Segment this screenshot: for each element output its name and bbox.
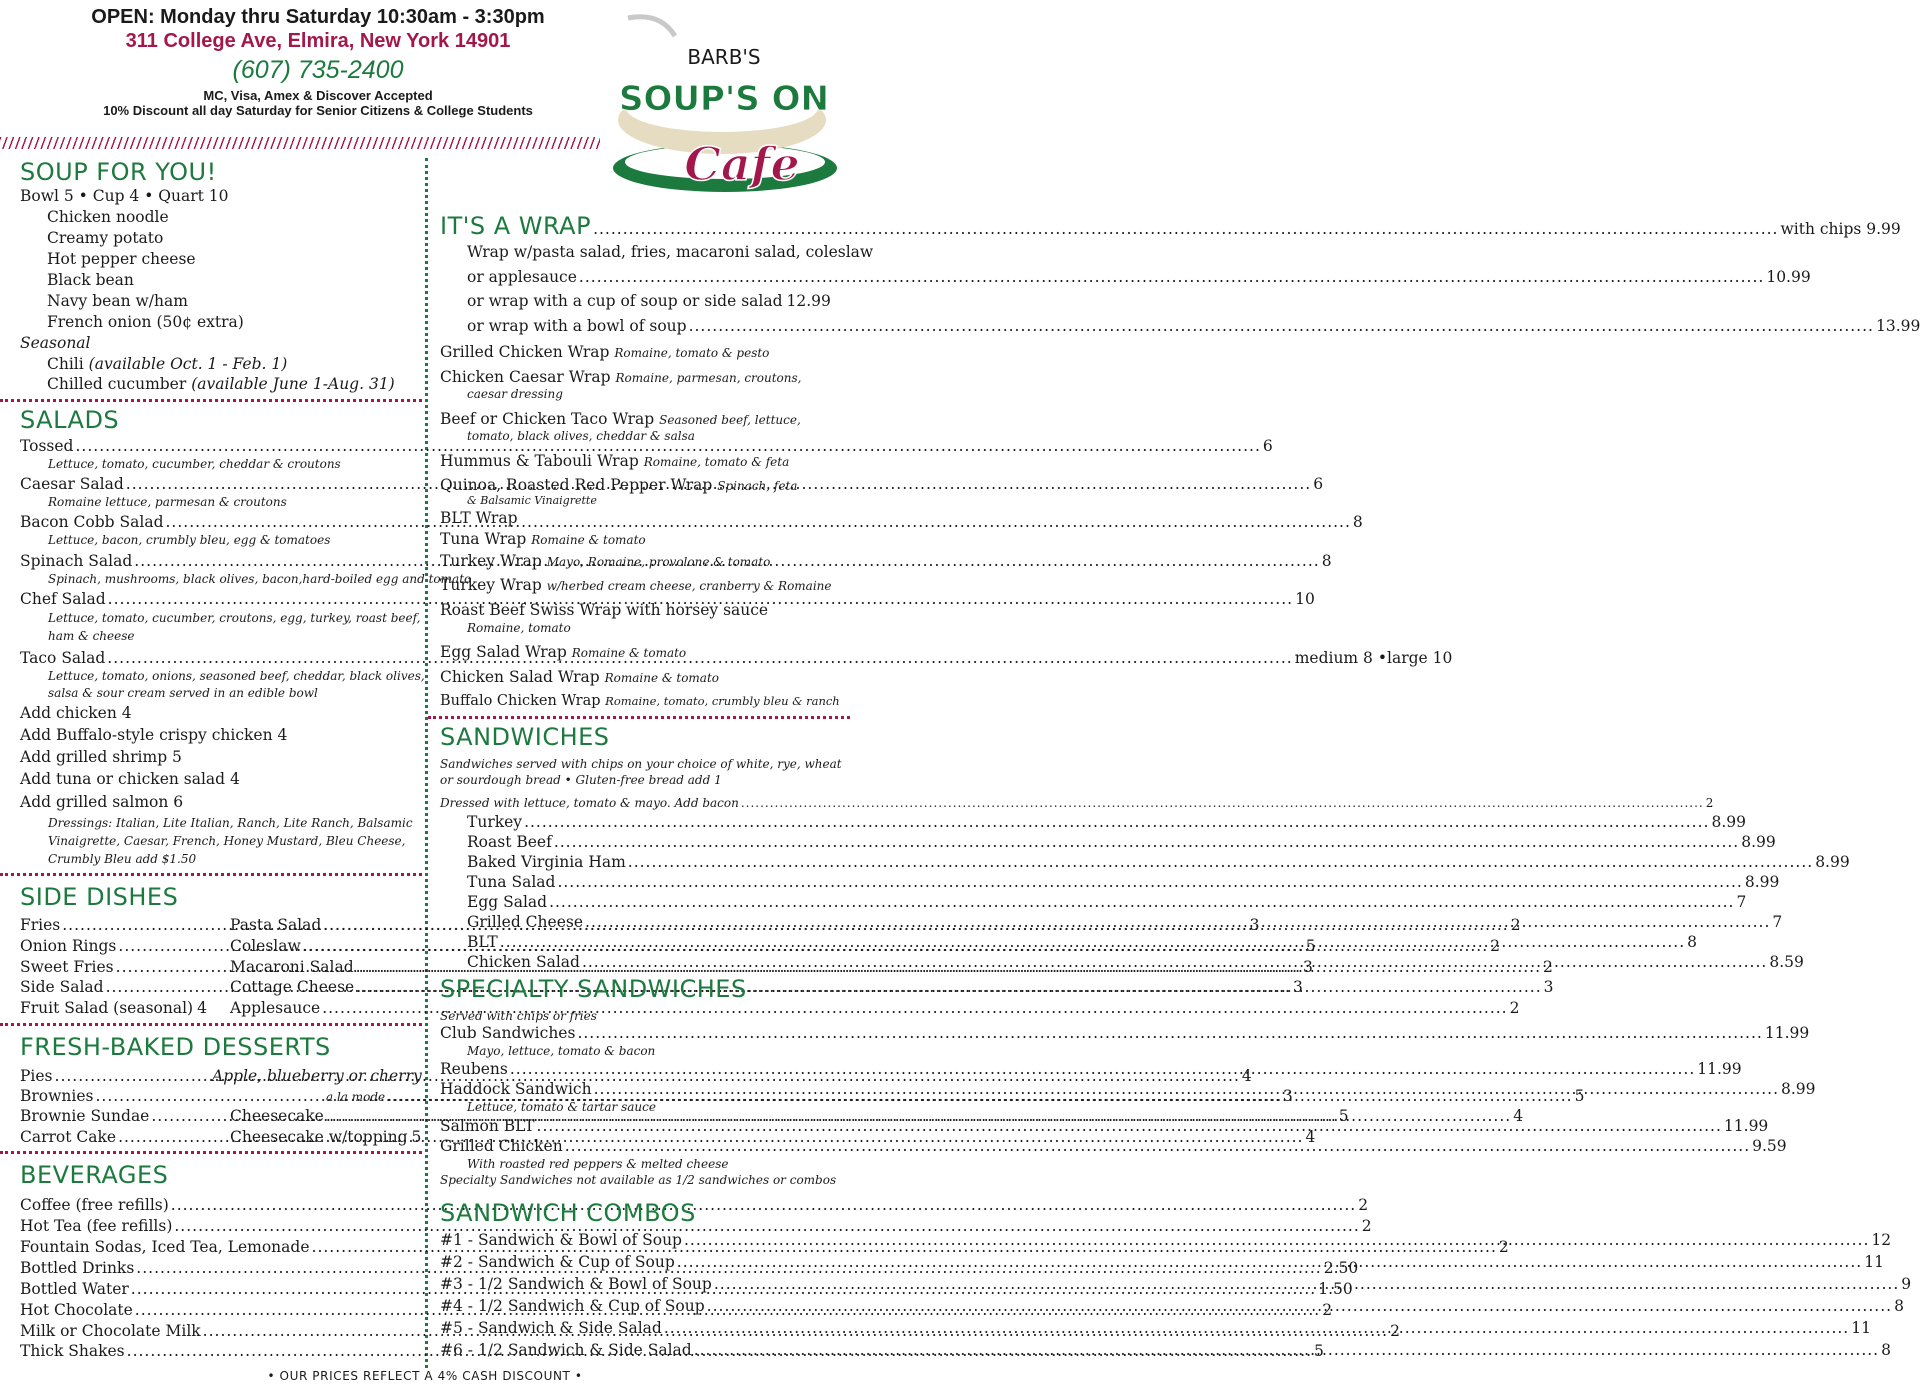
menu-row: Hot Chocolate ..... 2 — [20, 1301, 414, 1320]
menu-row: Brownies ..... 3 — [20, 1087, 206, 1106]
item-description: Spinach, mushrooms, black olives, bacon,hard-boiled egg and tomato — [48, 572, 472, 586]
sandwiches-title: SANDWICHES — [440, 723, 610, 751]
dressings-note: Crumbly Bleu add $1.50 — [48, 852, 197, 866]
salad-addon: Add grilled shrimp 5 — [20, 748, 182, 766]
menu-row: Coleslaw ..... 2 — [230, 937, 414, 956]
sides-title: SIDE DISHES — [20, 883, 179, 911]
item-description: salsa & sour cream served in an edible bowl — [48, 686, 318, 700]
section-divider — [0, 873, 422, 876]
menu-row: Macaroni Salad ..... 2 — [230, 958, 414, 977]
item-description: Lettuce, tomato & tartar sauce — [467, 1100, 656, 1114]
menu-row: Cheesecake w/topping 5 — [230, 1128, 422, 1146]
menu-row: #2 - Sandwich & Cup of Soup ..... 11 — [440, 1253, 830, 1272]
seasonal-label: Seasonal — [20, 334, 91, 352]
discount-info: 10% Discount all day Saturday for Senior Citizens & College Students — [103, 103, 533, 118]
menu-row: Baked Virginia Ham ..... 8.99 — [467, 853, 830, 872]
menu-row: Tuna Salad ..... 8.99 — [467, 873, 830, 892]
item-description: Lettuce, tomato, onions, seasoned beef, cheddar, black olives, — [48, 669, 425, 683]
hours: OPEN: Monday thru Saturday 10:30am - 3:30pm — [91, 6, 545, 28]
phone: (607) 735-2400 — [232, 56, 404, 84]
menu-row: #3 - 1/2 Sandwich & Bowl of Soup ..... 9 — [440, 1275, 830, 1294]
section-divider — [0, 1151, 422, 1154]
item-description: Lettuce, bacon, crumbly bleu, egg & tomatoes — [48, 533, 331, 547]
cafe-logo — [600, 10, 840, 198]
wrap-item: Chicken Salad Wrap Romaine & tomato — [440, 668, 720, 686]
menu-row: Fountain Sodas, Iced Tea, Lemonade ..... 2 — [20, 1238, 414, 1257]
menu-row: Chicken Salad ..... 8.59 — [467, 953, 830, 972]
dressings-note: Vinaigrette, Caesar, French, Honey Mustard, Bleu Cheese, — [48, 834, 406, 848]
menu-row: Cottage Cheese ..... 3 — [230, 978, 414, 997]
menu-row: Grilled Chicken ..... 9.59 — [440, 1137, 830, 1156]
item-description: ham & cheese — [48, 629, 135, 643]
combos-title: SANDWICH COMBOS — [440, 1199, 696, 1227]
soup-item-french-onion: French onion (50¢ extra) — [47, 313, 244, 331]
menu-row: Reubens ..... 11.99 — [440, 1060, 830, 1079]
menu-row: Onion Rings ..... 5 — [20, 937, 204, 956]
column-divider — [425, 158, 428, 1368]
header-divider — [0, 137, 600, 149]
soup-title: SOUP FOR YOU! — [20, 158, 217, 186]
soup-item: Chicken noodle — [47, 208, 169, 226]
menu-row: Pasta Salad ..... 2 — [230, 916, 414, 935]
address: 311 College Ave, Elmira, New York 14901 — [125, 30, 511, 52]
item-description: & Balsamic Vinaigrette — [467, 494, 597, 507]
wrap-item: Beef or Chicken Taco Wrap Seasoned beef, lettuce, — [440, 410, 801, 428]
salad-addon: Add chicken 4 — [20, 704, 132, 722]
soup-item: Navy bean w/ham — [47, 292, 188, 310]
menu-row: Bottled Drinks ..... 2.50 — [20, 1259, 414, 1278]
soup-item: Black bean — [47, 271, 134, 289]
soup-item: Hot pepper cheese — [47, 250, 196, 268]
item-description: Lettuce, tomato, cucumber, croutons, egg, turkey, roast beef, — [48, 611, 421, 625]
soup-sizes: Bowl 5 • Cup 4 • Quart 10 — [20, 187, 229, 205]
menu-row: Fruit Salad (seasonal) 4 — [20, 999, 207, 1017]
cash-discount-footer: • OUR PRICES REFLECT A 4% CASH DISCOUNT • — [267, 1369, 583, 1383]
menu-row: Sweet Fries ..... 3 — [20, 958, 204, 977]
menu-row: Tossed ..... 6 — [20, 437, 414, 456]
menu-row: Taco Salad ..... medium 8 •large 10 — [20, 649, 414, 668]
menu-row: Chef Salad ..... 10 — [20, 590, 414, 609]
menu-row: Hot Tea (fee refills) ..... 2 — [20, 1217, 414, 1236]
menu-row: Turkey ..... 8.99 — [467, 813, 830, 832]
logo-swoosh — [628, 17, 675, 36]
wrap-item: Tuna Wrap Romaine & tomato — [440, 530, 646, 548]
item-description: caesar dressing — [467, 387, 563, 401]
wrap-item: Hummus & Tabouli Wrap Romaine, tomato & feta — [440, 452, 790, 470]
wrap-item: Quinoa, Roasted Red Pepper Wrap Spinach, feta — [440, 476, 798, 494]
menu-row: Fries ..... 3 — [20, 916, 204, 935]
menu-row: or wrap with a bowl of soup ..... 13.99 — [467, 317, 830, 336]
payment-info: MC, Visa, Amex & Discover Accepted — [203, 88, 433, 103]
menu-row: or wrap with a cup of soup or side salad 12.99 — [467, 292, 831, 310]
menu-row: Roast Beef ..... 8.99 — [467, 833, 830, 852]
salad-addon: Add Buffalo-style crispy chicken 4 — [20, 726, 288, 744]
salad-addon: Add grilled salmon 6 — [20, 793, 184, 811]
menu-row: Side Salad ..... 3 — [20, 978, 204, 997]
specialty-title: SPECIALTY SANDWICHES — [440, 975, 747, 1003]
menu-row: Cheesecake ..... 4 — [230, 1107, 414, 1126]
logo-barbs: BARB'S — [687, 45, 761, 69]
menu-row: Caesar Salad ..... 6 — [20, 475, 414, 494]
menu-row: #4 - 1/2 Sandwich & Cup of Soup ..... 8 — [440, 1297, 830, 1316]
menu-row: #1 - Sandwich & Bowl of Soup ..... 12 — [440, 1231, 830, 1250]
wrap-title-row: IT'S A WRAP ..... with chips 9.99 — [440, 213, 830, 242]
soup-item: Creamy potato — [47, 229, 164, 247]
logo-soups-on: SOUP'S ON — [618, 79, 830, 119]
wrap-item: Roast Beef Swiss Wrap with horsey sauce — [440, 601, 769, 619]
menu-row: Carrot Cake ..... 4 — [20, 1128, 206, 1147]
item-description: Mayo, lettuce, tomato & bacon — [467, 1044, 656, 1058]
sandwiches-intro: or sourdough bread • Gluten-free bread add 1 — [440, 773, 722, 787]
wrap-item: Egg Salad Wrap Romaine & tomato — [440, 643, 687, 661]
wrap-title: IT'S A WRAP — [440, 212, 592, 240]
desserts-title: FRESH-BAKED DESSERTS — [20, 1033, 331, 1061]
section-divider — [428, 716, 850, 719]
menu-row: Grilled Cheese ..... 7 — [467, 913, 830, 932]
menu-row: Milk or Chocolate Milk ..... 2 — [20, 1322, 414, 1341]
menu-row: Brownie Sundae ..... 5 — [20, 1107, 206, 1126]
wrap-item: Chicken Caesar Wrap Romaine, parmesan, croutons, — [440, 368, 802, 386]
menu-row: Coffee (free refills) ..... 2 — [20, 1196, 414, 1215]
menu-row: Haddock Sandwich ..... 8.99 — [440, 1080, 830, 1099]
wrap-option: Wrap w/pasta salad, fries, macaroni salad, coleslaw — [467, 243, 874, 261]
menu-row: Dressed with lettuce, tomato & mayo. Add bacon ..... 2 — [440, 794, 830, 813]
pie-flavors: Apple, blueberry or cherry — [212, 1067, 422, 1085]
menu-row: Club Sandwiches ..... 11.99 — [440, 1024, 830, 1043]
menu-row: Bacon Cobb Salad ..... 8 — [20, 513, 414, 532]
menu-row: Spinach Salad ..... 8 — [20, 552, 414, 571]
menu-row: Applesauce ..... 2 — [230, 999, 414, 1018]
menu-row: BLT ..... 8 — [467, 933, 830, 952]
section-divider — [0, 399, 422, 402]
specialty-note: Specialty Sandwiches not available as 1/2 sandwiches or combos — [440, 1173, 837, 1187]
item-description: Romaine, tomato — [467, 621, 571, 635]
menu-row: Thick Shakes ..... 5 — [20, 1342, 414, 1361]
menu-row: Bottled Water ..... 1.50 — [20, 1280, 414, 1299]
menu-row: Egg Salad ..... 7 — [467, 893, 830, 912]
item-description: With roasted red peppers & melted cheese — [467, 1157, 729, 1171]
dressings-note: Dressings: Italian, Lite Italian, Ranch, Lite Ranch, Balsamic — [48, 816, 413, 830]
item-description: tomato, black olives, cheddar & salsa — [467, 429, 695, 443]
item-description: Lettuce, tomato, cucumber, cheddar & croutons — [48, 457, 341, 471]
menu-row: #5 - Sandwich & Side Salad ..... 11 — [440, 1319, 830, 1338]
salads-title: SALADS — [20, 406, 120, 434]
salad-addon: Add tuna or chicken salad 4 — [20, 770, 240, 788]
menu-row: #6 - 1/2 Sandwich & Side Salad ..... 8 — [440, 1341, 830, 1360]
menu-row: a la mode ..... 5 — [326, 1087, 414, 1107]
beverages-title: BEVERAGES — [20, 1161, 169, 1189]
item-description: Romaine lettuce, parmesan & croutons — [48, 495, 287, 509]
menu-row: Salmon BLT ..... 11.99 — [440, 1117, 830, 1136]
specialty-served: Served with chips or fries — [440, 1009, 597, 1023]
logo-cafe: Cafe — [684, 137, 800, 191]
sandwiches-intro: Sandwiches served with chips on your choice of white, rye, wheat — [440, 757, 842, 771]
wrap-item: Buffalo Chicken Wrap Romaine, tomato, crumbly bleu & ranch — [440, 693, 840, 709]
wrap-item: Turkey Wrap Mayo, Romaine, provolone & tomato — [440, 552, 771, 570]
soup-item-chili: Chili (available Oct. 1 - Feb. 1) — [47, 355, 288, 373]
wrap-item: BLT Wrap — [440, 509, 518, 527]
soup-item-cucumber: Chilled cucumber (available June 1-Aug. 31) — [47, 375, 395, 393]
menu-row: Pies ..... 4 — [20, 1067, 206, 1086]
section-divider — [0, 1023, 422, 1026]
wrap-item: Grilled Chicken Wrap Romaine, tomato & pesto — [440, 343, 770, 361]
wrap-item: Turkey Wrap w/herbed cream cheese, cranberry & Romaine — [440, 576, 832, 594]
header — [0, 6, 636, 118]
menu-row: or applesauce ..... 10.99 — [467, 268, 830, 287]
